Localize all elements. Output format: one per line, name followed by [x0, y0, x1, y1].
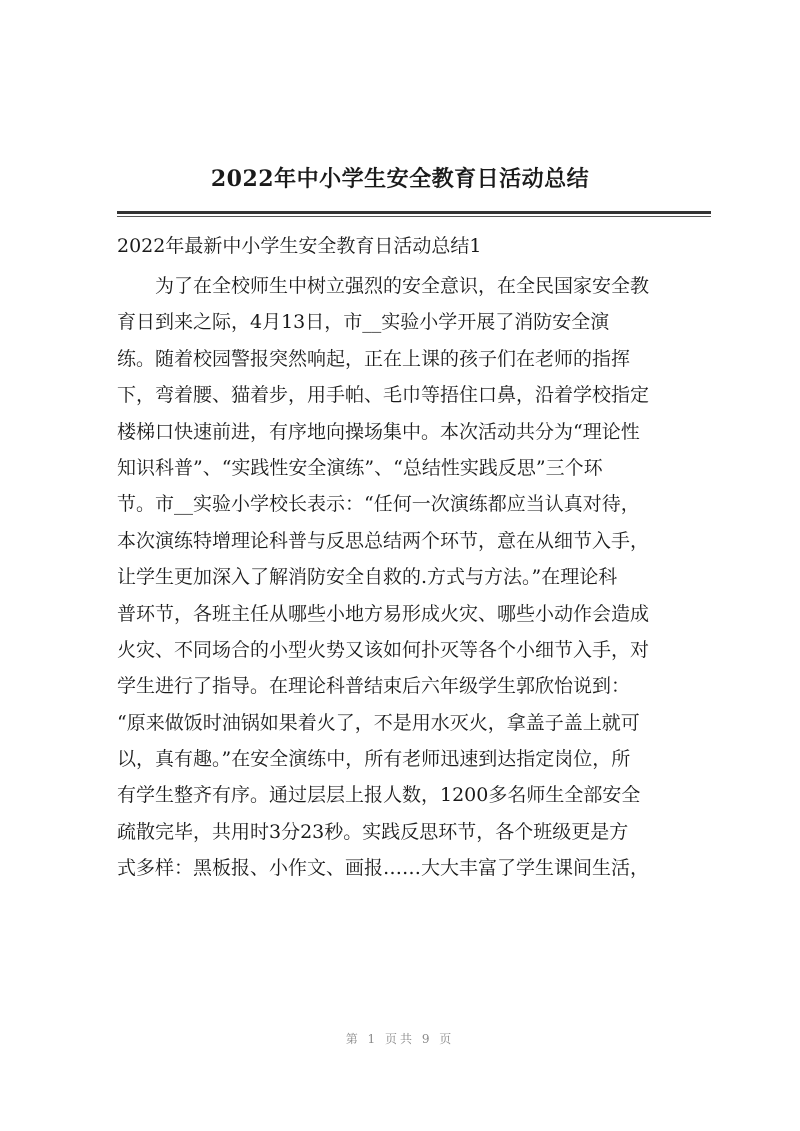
body-line: 节。市__实验小学校长表示：“任何一次演练都应当认真对待，	[117, 493, 640, 516]
body-line: 下，弯着腰、猫着步，用手帕、毛巾等捂住口鼻，沿着学校指定	[117, 384, 650, 407]
body-line: 以，真有趣。”在安全演练中，所有老师迅速到达指定岗位，所	[117, 748, 631, 771]
body-line: 疏散完毕，共用时3分23秒。实践反思环节，各个班级更是方	[117, 820, 629, 843]
body-paragraph	[117, 268, 711, 887]
page-footer: 第 1 页共 9 页	[345, 1032, 455, 1046]
body-line: 练。随着校园警报突然响起，正在上课的孩子们在老师的指挥	[117, 347, 631, 370]
body-line: 式多样：黑板报、小作文、画报……大大丰富了学生课间生活，	[117, 857, 650, 880]
body-line: 普环节，各班主任从哪些小地方易形成火灾、哪些小动作会造成	[117, 602, 650, 625]
body-line: 学生进行了指导。在理论科普结束后六年级学生郭欣怡说到：	[117, 675, 631, 698]
body-line: 让学生更加深入了解消防安全自救的.方式与方法。”在理论科	[117, 566, 618, 589]
body-line: 楼梯口快速前进，有序地向操场集中。本次活动共分为“理论性	[117, 420, 640, 443]
body-line: 火灾、不同场合的小型火势又该如何扑灭等各个小细节入手，对	[117, 638, 650, 661]
body-line: “原来做饭时油锅如果着火了，不是用水灭火，拿盖子盖上就可	[117, 711, 640, 734]
body-line: 为了在全校师生中树立强烈的安全意识，在全民国家安全教	[155, 275, 650, 297]
title-divider	[117, 211, 711, 214]
body-line: 有学生整齐有序。通过层层上报人数，1200多名师生全部安全	[117, 784, 641, 807]
title-divider-thin	[117, 216, 711, 217]
body-line: 知识科普”、“实践性安全演练”、“总结性实践反思”三个环	[117, 456, 603, 479]
document-title: 2022年中小学生安全教育日活动总结	[210, 166, 590, 192]
body-line: 育日到来之际，4月13日，市__实验小学开展了消防安全演	[117, 311, 610, 334]
section-heading: 2022年最新中小学生安全教育日活动总结1	[117, 235, 482, 257]
body-line: 本次演练特增理论科普与反思总结两个环节，意在从细节入手，	[117, 529, 650, 552]
